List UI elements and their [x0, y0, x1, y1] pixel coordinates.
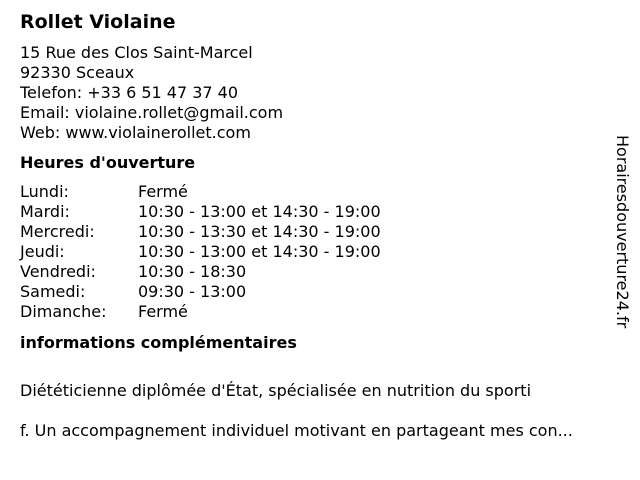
business-name: Rollet Violaine — [20, 11, 176, 33]
time-value: Fermé — [138, 302, 188, 321]
day-label: Mercredi: — [20, 222, 95, 241]
day-label: Mardi: — [20, 202, 70, 221]
time-value: 10:30 - 13:00 et 14:30 - 19:00 — [138, 242, 381, 261]
hours-row-friday — [20, 262, 610, 282]
day-label: Jeudi: — [20, 242, 65, 261]
additional-info-title: informations complémentaires — [20, 333, 297, 352]
info-line-1: Diététicienne diplômée d'État, spécialisée en nutrition du sporti — [20, 381, 532, 400]
time-value: 10:30 - 13:30 et 14:30 - 19:00 — [138, 222, 381, 241]
day-label: Samedi: — [20, 282, 86, 301]
day-label: Lundi: — [20, 182, 69, 201]
time-value: 10:30 - 18:30 — [138, 262, 247, 281]
info-line-2: f. Un accompagnement individuel motivant en partageant mes con... — [20, 421, 573, 440]
site-watermark: Horairesdouverture24.fr — [613, 135, 632, 329]
hours-row-tuesday — [20, 202, 610, 222]
address-city: 92330 Sceaux — [20, 63, 135, 82]
hours-row-monday — [20, 182, 610, 202]
hours-row-saturday — [20, 282, 610, 302]
time-value: 10:30 - 13:00 et 14:30 - 19:00 — [138, 202, 381, 221]
hours-row-wednesday — [20, 222, 610, 242]
hours-row-thursday — [20, 242, 610, 262]
additional-info-text — [20, 361, 615, 461]
address-street: 15 Rue des Clos Saint-Marcel — [20, 43, 253, 62]
hours-row-sunday — [20, 302, 610, 322]
email-line: Email: violaine.rollet@gmail.com — [20, 103, 284, 122]
phone-line: Telefon: +33 6 51 47 37 40 — [20, 83, 239, 102]
website-line: Web: www.violainerollet.com — [20, 123, 251, 142]
day-label: Vendredi: — [20, 262, 96, 281]
opening-hours-table — [20, 182, 610, 322]
business-card — [20, 10, 610, 461]
time-value: Fermé — [138, 182, 188, 201]
time-value: 09:30 - 13:00 — [138, 282, 247, 301]
day-label: Dimanche: — [20, 302, 107, 321]
opening-hours-title: Heures d'ouverture — [20, 153, 196, 172]
